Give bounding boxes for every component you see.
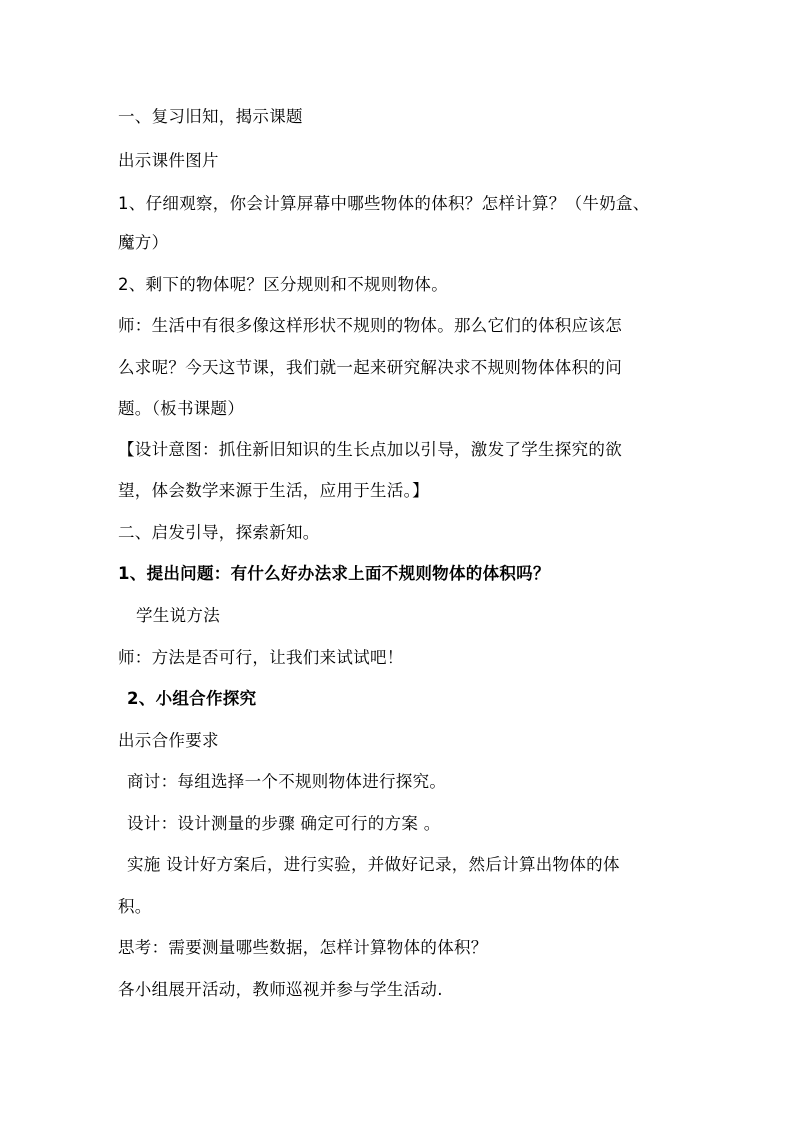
requirement-implement: 实施 设计好方案后，进行实验，并做好记录，然后计算出物体的体 (127, 855, 620, 874)
paragraph-line: 师：生活中有很多像这样形状不规则的物体。那么它们的体积应该怎 (118, 316, 622, 335)
paragraph-line: 么求呢？今天这节课，我们就一起来研究解决求不规则物体体积的问 (118, 358, 622, 377)
group-work-heading: 2、小组合作探究 (127, 689, 257, 708)
paragraph-line: 2、剩下的物体呢？区分规则和不规则物体。 (118, 275, 448, 294)
design-intent-line: 【设计意图：抓住新旧知识的生长点加以引导，激发了学生探究的欲 (118, 440, 622, 459)
paragraph-line: 积。 (118, 897, 152, 916)
question-heading: 1、提出问题：有什么好办法求上面不规则物体的体积吗？ (118, 564, 550, 583)
paragraph-line: 师：方法是否可行，让我们来试试吧！ (118, 648, 404, 667)
paragraph-line: 学生说方法 (136, 606, 220, 625)
paragraph-line: 出示合作要求 (118, 731, 219, 750)
design-intent-line: 望，体会数学来源于生活，应用于生活。】 (118, 481, 429, 500)
section-heading-review: 一、复习旧知，揭示课题 (118, 107, 303, 126)
section-heading-explore: 二、启发引导，探索新知。 (118, 523, 320, 542)
paragraph-line: 魔方） (118, 233, 169, 252)
paragraph-line: 出示课件图片 (118, 151, 219, 170)
requirement-discuss: 商讨：每组选择一个不规则物体进行探究。 (127, 772, 447, 791)
requirement-design: 设计：设计测量的步骤 确定可行的方案 。 (127, 814, 441, 833)
paragraph-line: 1、仔细观察，你会计算屏幕中哪些物体的体积？怎样计算？（牛奶盒、 (118, 194, 650, 213)
paragraph-line: 各小组展开活动，教师巡视并参与学生活动. (118, 980, 443, 999)
paragraph-line: 题。（板书课题） (118, 399, 245, 418)
paragraph-line: 思考：需要测量哪些数据，怎样计算物体的体积？ (118, 938, 488, 957)
